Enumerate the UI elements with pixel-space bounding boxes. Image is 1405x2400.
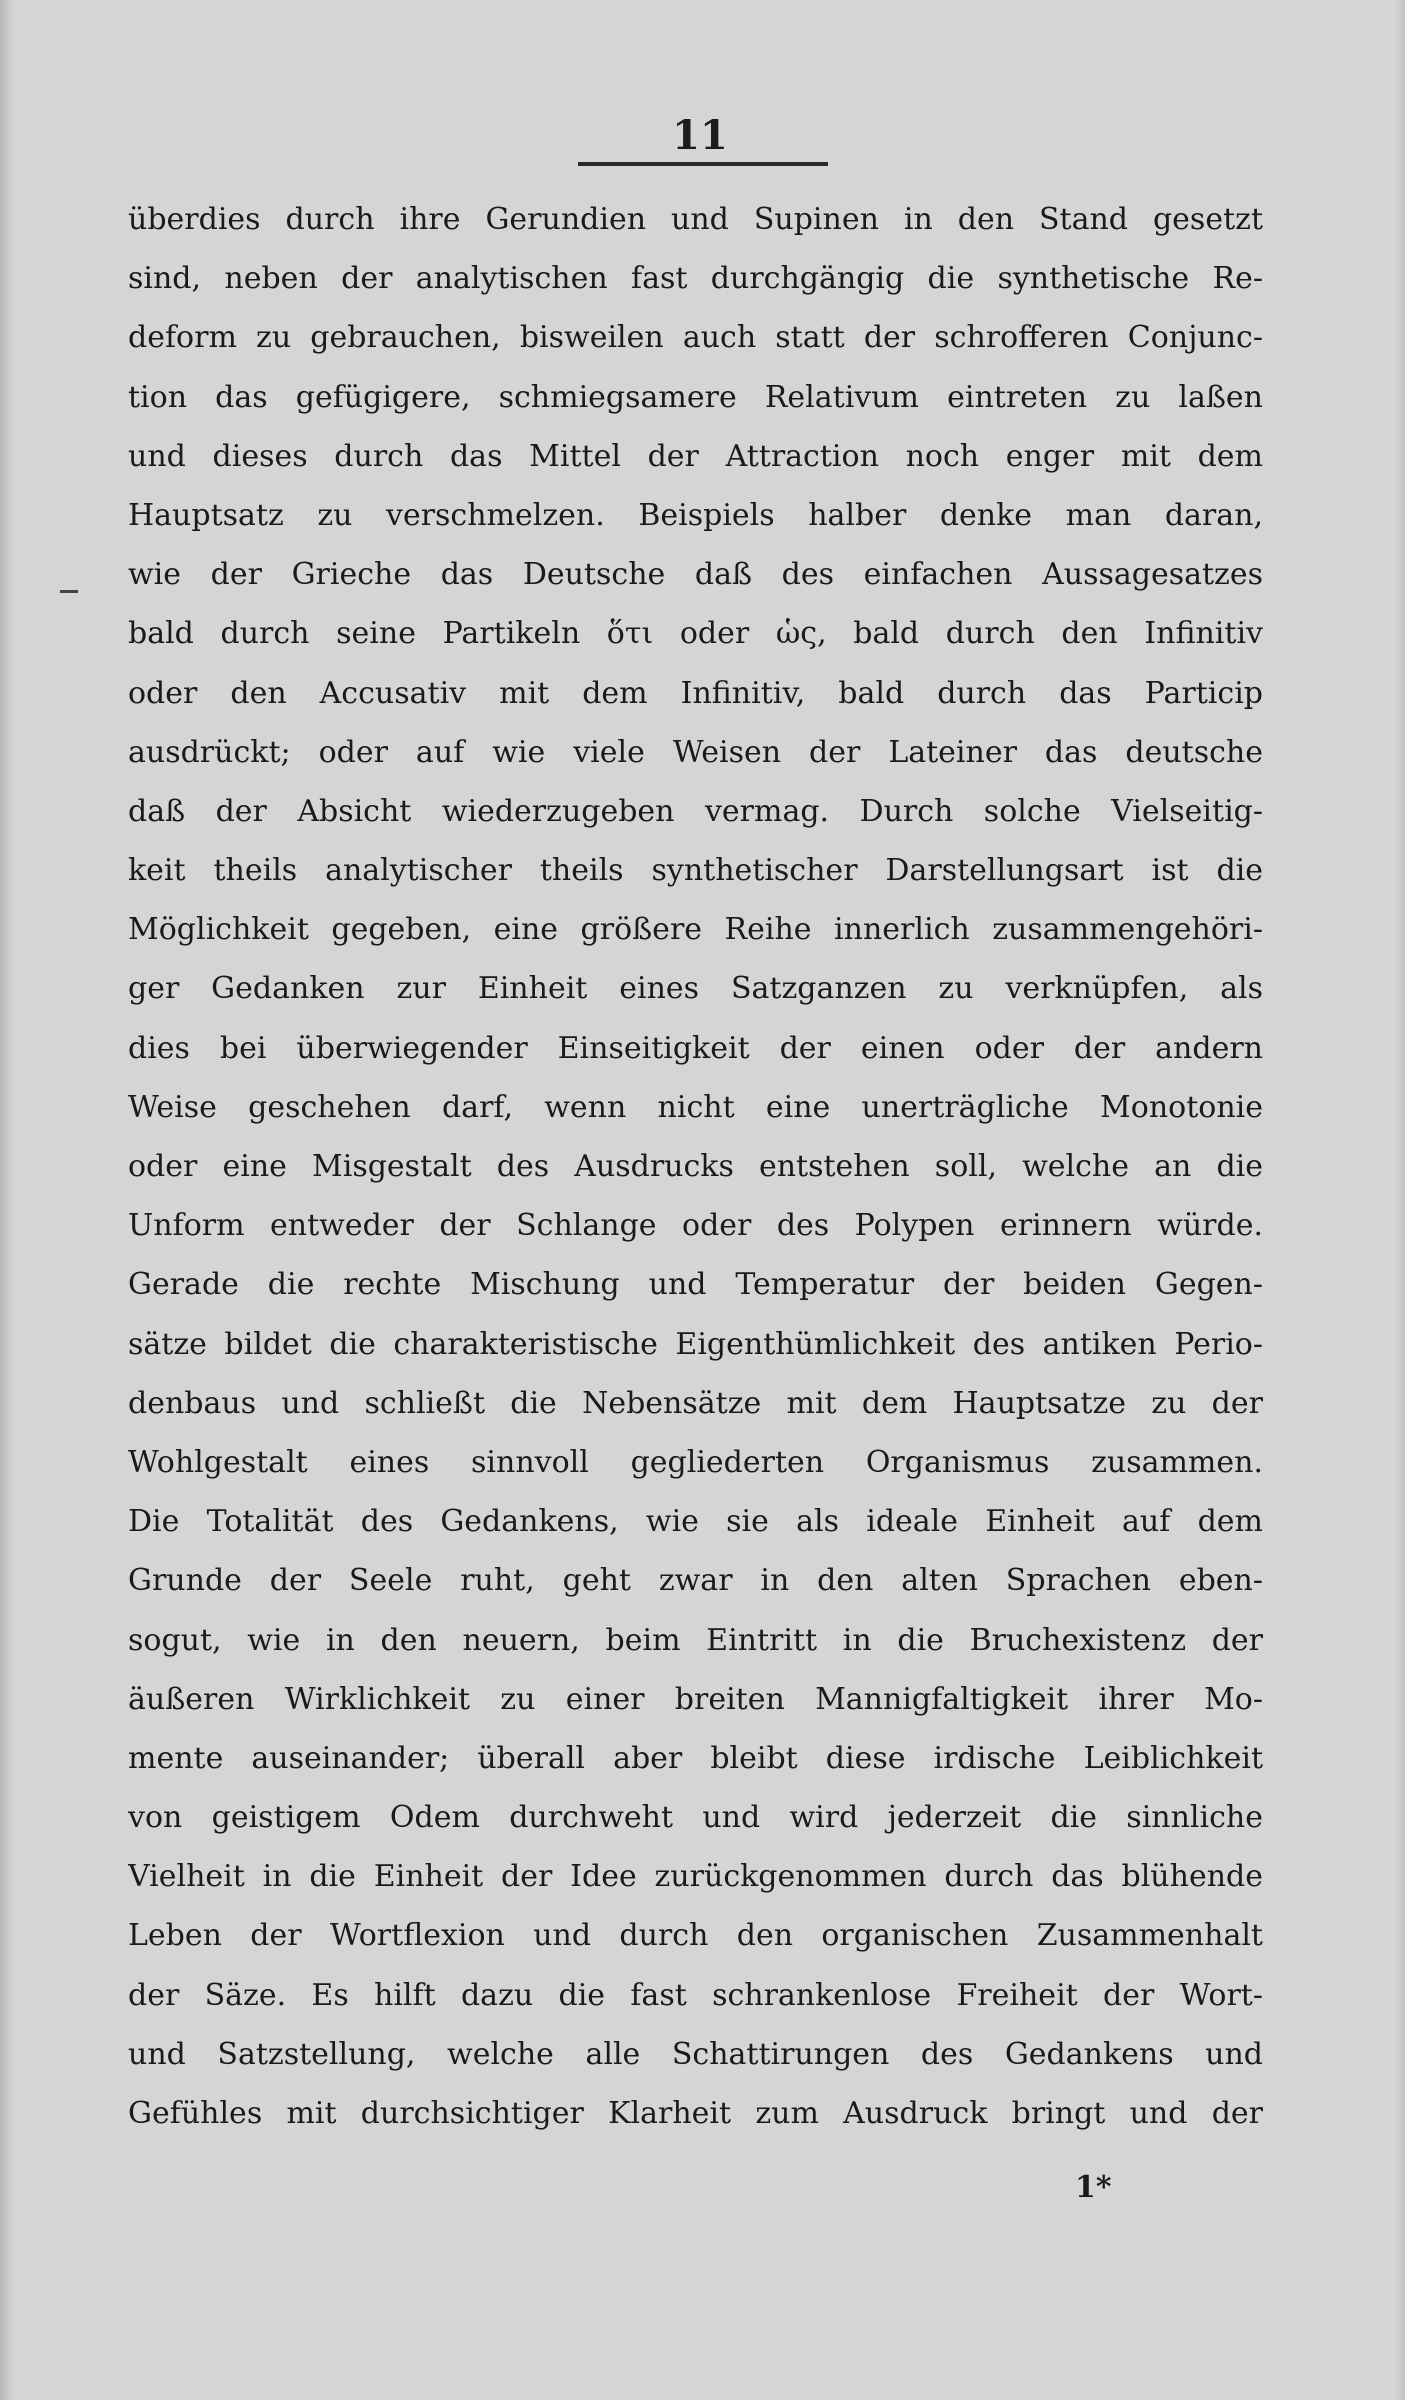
text-line: denbaus und schließt die Nebensätze mit dem Hauptsatze zu der [128, 1385, 1263, 1421]
text-line: Gefühles mit durchsichtiger Klarheit zum Ausdruck bringt und der [128, 2096, 1263, 2131]
body-text [128, 190, 1263, 2143]
text-line: Grunde der Seele ruht, geht zwar in den alten Sprachen eben- [128, 1563, 1263, 1599]
text-line: Wohlgestalt eines sinnvoll gegliederten Organismus zusammen. [128, 1444, 1263, 1480]
text-line: äußeren Wirklichkeit zu einer breiten Mannigfaltigkeit ihrer Mo- [128, 1681, 1263, 1717]
text-line: Leben der Wortflexion und durch den organischen Zusammenhalt [128, 1918, 1263, 1954]
text-line: sogut, wie in den neuern, beim Eintritt in die Bruchexistenz der [128, 1622, 1263, 1658]
header-rule [578, 162, 828, 166]
text-line: oder den Accusativ mit dem Infinitiv, bald durch das Particip [128, 675, 1263, 711]
scan-edge-right [1395, 0, 1405, 2400]
text-line: daß der Absicht wiederzugeben vermag. Durch solche Vielseitig- [128, 793, 1263, 829]
text-line: tion das gefügigere, schmiegsamere Relativum eintreten zu laßen [128, 379, 1263, 415]
text-line: oder eine Misgestalt des Ausdrucks entstehen soll, welche an die [128, 1149, 1263, 1184]
text-line: Die Totalität des Gedankens, wie sie als ideale Einheit auf dem [128, 1504, 1263, 1540]
signature-mark: 1* [1075, 2170, 1112, 2205]
text-line: deform zu gebrauchen, bisweilen auch statt der schrofferen Conjunc- [128, 320, 1263, 356]
text-line: und Satzstellung, welche alle Schattirungen des Gedankens und [128, 2036, 1263, 2072]
text-line: Weise geschehen darf, wenn nicht eine unerträgliche Monotonie [128, 1089, 1263, 1125]
text-line: Möglichkeit gegeben, eine größere Reihe innerlich zusammengehöri- [128, 912, 1263, 948]
text-line: Hauptsatz zu verschmelzen. Beispiels halber denke man daran, [128, 497, 1263, 533]
text-line: Gerade die rechte Mischung und Temperatur der beiden Gegen- [128, 1267, 1263, 1303]
text-line: mente auseinander; überall aber bleibt diese irdische Leiblichkeit [128, 1740, 1263, 1776]
text-line: ger Gedanken zur Einheit eines Satzganzen zu verknüpfen, als [128, 971, 1263, 1007]
text-line: sätze bildet die charakteristische Eigenthümlichkeit des antiken Perio- [128, 1326, 1263, 1362]
text-line: und dieses durch das Mittel der Attraction noch enger mit dem [128, 438, 1263, 474]
text-line: wie der Grieche das Deutsche daß des einfachen Aussagesatzes [128, 557, 1263, 593]
text-line: dies bei überwiegender Einseitigkeit der einen oder der andern [128, 1030, 1263, 1066]
scan-edge-left [0, 0, 14, 2400]
text-line: Vielheit in die Einheit der Idee zurückgenommen durch das blühende [128, 1859, 1263, 1895]
text-line: sind, neben der analytischen fast durchgängig die synthetische Re- [128, 261, 1263, 297]
text-line: von geistigem Odem durchweht und wird jederzeit die sinnliche [128, 1800, 1263, 1836]
text-line: der Säze. Es hilft dazu die fast schrankenlose Freiheit der Wort- [128, 1977, 1263, 2013]
text-line: keit theils analytischer theils synthetischer Darstellungsart ist die [128, 853, 1263, 889]
margin-mark [60, 590, 78, 593]
text-line: bald durch seine Partikeln ὅτι oder ὡς, bald durch den Infinitiv [128, 616, 1263, 652]
text-line: ausdrückt; oder auf wie viele Weisen der Lateiner das deutsche [128, 734, 1263, 770]
text-line: überdies durch ihre Gerundien und Supinen in den Stand gesetzt [128, 202, 1263, 237]
page-number: 11 [672, 112, 728, 159]
text-line: Unform entweder der Schlange oder des Polypen erinnern würde. [128, 1208, 1263, 1244]
